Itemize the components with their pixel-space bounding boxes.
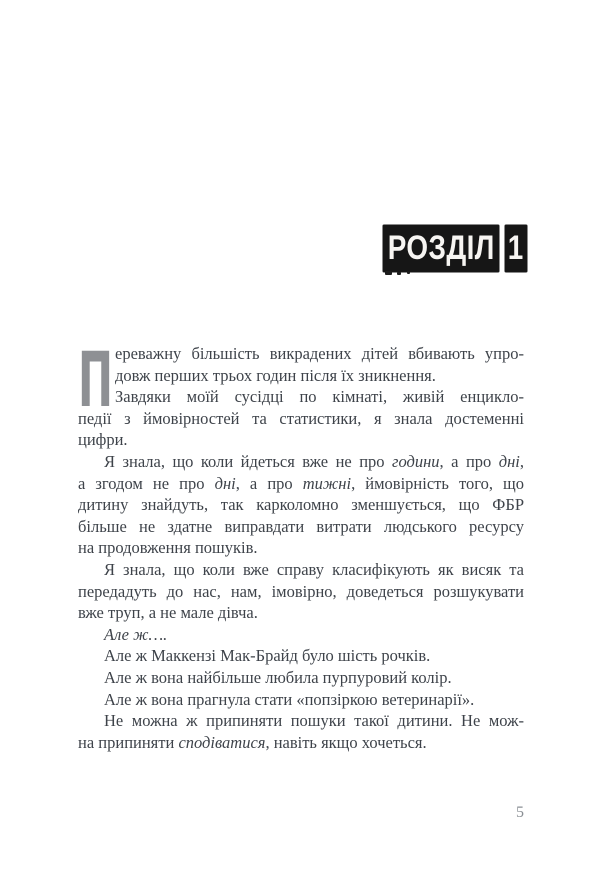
text-segment-italic: сподіватися [178,732,266,752]
text-segment: Але ж Маккензі Мак-Брайд було шість рочків. [104,646,431,666]
text-segment: Я знала, що коли йдеться вже не про [104,451,393,471]
text-segment: Завдяки моїй сусідці по кімнаті, живій енцикло- [115,387,524,407]
text-segment: , [519,451,524,471]
text-segment: , а про [439,451,499,471]
text-segment: , а про [235,473,303,493]
text-line [78,429,524,451]
text-segment: на продовження пошуків. [78,538,258,558]
drop-cap: П [78,335,113,424]
chapter-header [383,225,527,272]
text-line [78,732,524,754]
text-line [78,473,524,495]
grunge-speck [397,272,401,275]
text-line [78,624,524,646]
text-line [78,343,524,365]
body-text [78,335,525,753]
text-segment-italic: дні [498,451,520,471]
text-line [78,451,524,473]
text-segment: Але ж вона прагнула стати «попзіркою ветеринарії». [104,689,475,709]
text-line [78,516,524,538]
chapter-header-label-box [383,225,499,272]
chapter-header-number-box [505,225,527,272]
drop-cap-spacer [78,343,115,405]
text-line [78,689,524,711]
text-segment-italic: тижні [302,473,352,493]
text-line [78,365,524,387]
grunge-speck [407,271,410,274]
text-line [78,602,524,624]
text-segment: більше не здатне виправдати витрати людського ресурсу [78,516,524,536]
text-line [78,710,524,732]
chapter-header-number: 1 [508,229,524,267]
text-segment: , навіть якщо хочеться. [265,732,427,752]
text-line [78,537,524,559]
text-segment: Але ж вона найбільше любила пурпуровий колір. [104,667,452,687]
text-line [78,408,524,430]
text-line [78,581,524,603]
text-line [78,494,524,516]
text-segment: педії з ймовірностей та статистики, я знала достеменні [78,408,524,428]
text-segment: ереважну більшість викрадених дітей вбивають упро- [115,344,524,363]
chapter-header-label: РОЗДІЛ [387,229,495,267]
text-segment: довж перших трьох годин після їх зникнення. [115,365,436,385]
text-line [78,386,524,408]
text-segment: дитину знайдуть, так карколомно зменшується, що ФБР [78,495,524,515]
text-segment: передадуть до нас, нам, імовірно, доведеться розшукувати [78,581,524,601]
grunge-speck [385,271,392,275]
text-segment: , ймовірність того, що [351,473,525,493]
text-segment: Не можна ж припиняти пошуки такої дитини. Не мож- [104,711,524,731]
text-segment: а згодом не про [78,473,215,493]
text-line [78,667,524,689]
text-segment: Я знала, що коли вже справу класифікують як висяк та [104,559,524,579]
text-segment: на припиняти [78,732,179,752]
text-segment-italic: Але ж…. [104,624,168,644]
page-number: 5 [516,804,524,821]
text-segment: вже труп, а не мале дівча. [78,603,258,623]
text-line [78,645,524,667]
text-segment-italic: дні [214,473,236,493]
text-segment: цифри. [78,430,128,450]
text-segment-italic: години [392,451,440,471]
text-line [78,559,524,581]
